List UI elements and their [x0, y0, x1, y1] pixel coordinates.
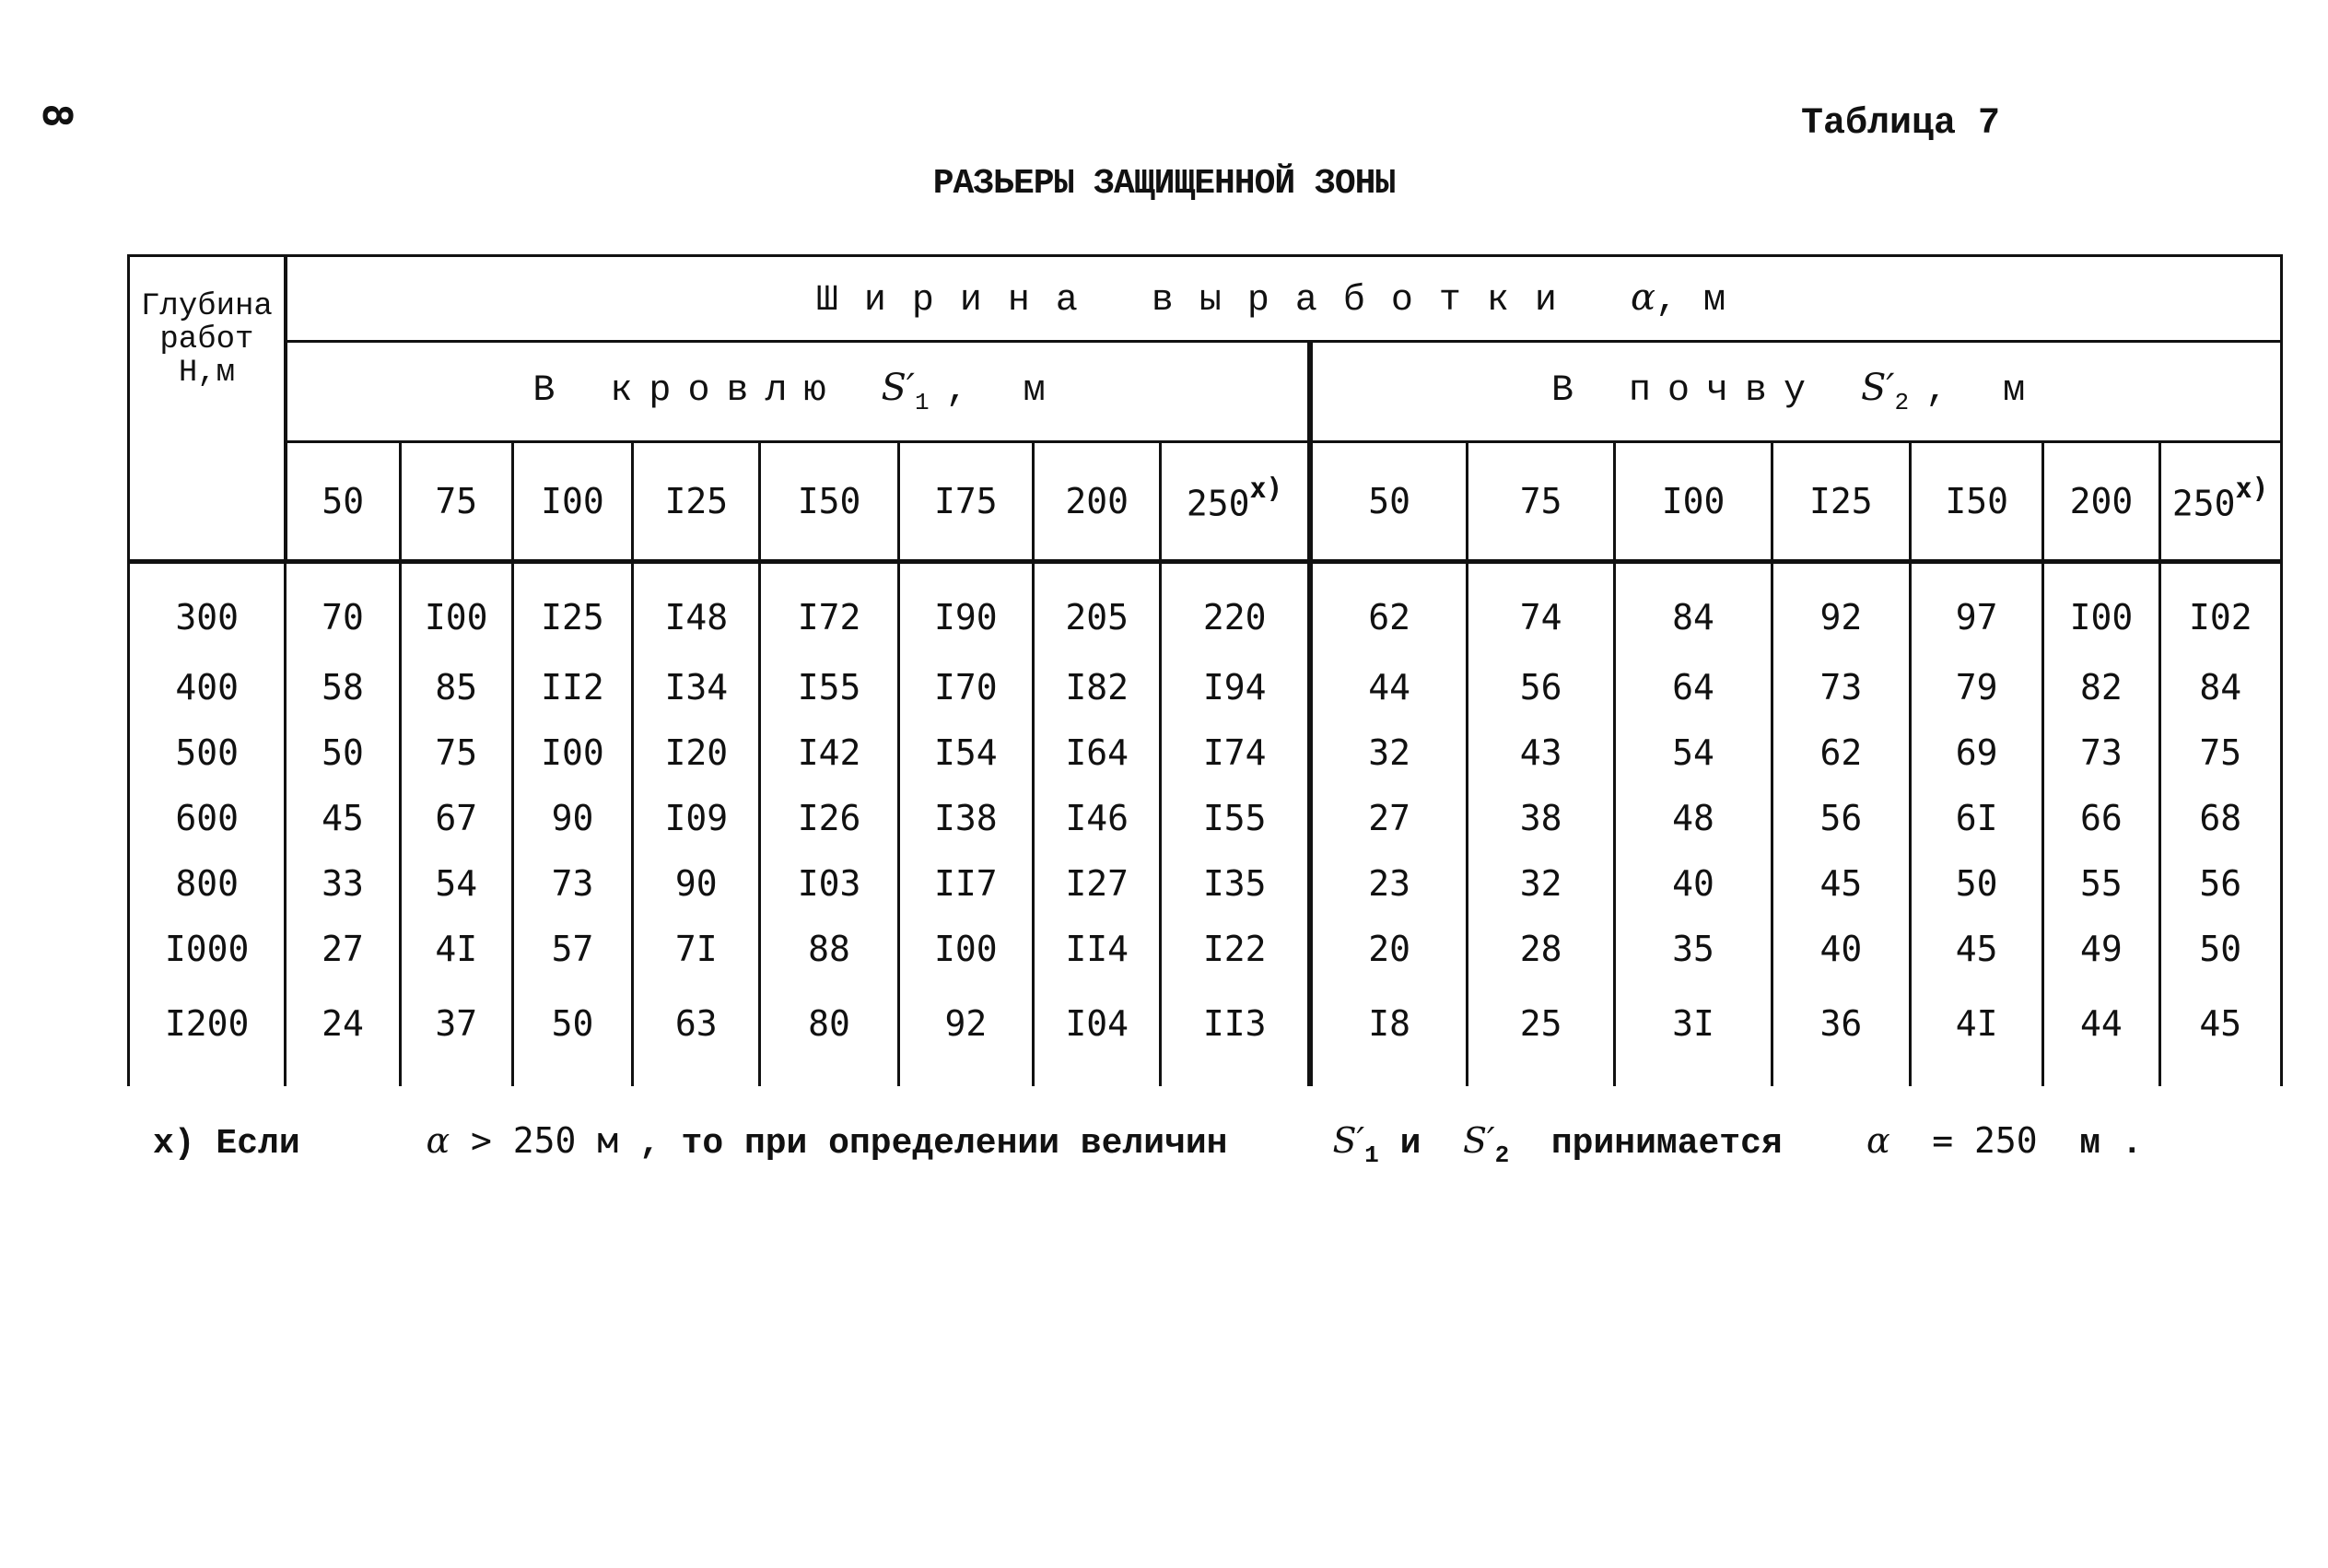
floor-value-cell: 45: [1772, 850, 1910, 916]
floor-value-cell: 84: [2159, 654, 2281, 720]
roof-col-label: 250: [1186, 483, 1250, 524]
depth-cell: I200: [129, 981, 286, 1086]
floor-value-cell: 20: [1310, 916, 1467, 981]
roof-value-cell: I74: [1161, 720, 1310, 785]
floor-col-header: [2159, 442, 2281, 562]
footnote-middle: , то при определении величин: [638, 1124, 1228, 1164]
page-number: 8: [32, 103, 80, 128]
floor-col-label: 250: [2171, 483, 2236, 524]
floor-value-cell: 44: [2043, 981, 2159, 1086]
protected-zone-table: [127, 254, 2283, 1086]
roof-value-cell: I00: [898, 916, 1033, 981]
floor-unit: , м: [1925, 370, 2042, 412]
roof-col-header: [1034, 442, 1161, 562]
footnote-unit: м .: [2079, 1124, 2143, 1164]
roof-value-cell: I00: [400, 564, 512, 654]
floor-value-cell: 48: [1615, 785, 1772, 850]
roof-value-cell: 58: [286, 654, 400, 720]
roof-footnote-mark: x): [1249, 473, 1283, 506]
roof-value-cell: I38: [898, 785, 1033, 850]
depth-cell: 400: [129, 654, 286, 720]
roof-value-cell: 45: [286, 785, 400, 850]
floor-value-cell: 50: [1911, 850, 2043, 916]
floor-value-cell: 23: [1310, 850, 1467, 916]
floor-value-cell: 73: [2043, 720, 2159, 785]
roof-value-cell: I04: [1034, 981, 1161, 1086]
roof-value-cell: 4I: [400, 916, 512, 981]
floor-subscript: 2: [1894, 389, 1926, 416]
roof-value-cell: 88: [760, 916, 898, 981]
floor-col-label: I00: [1661, 481, 1726, 521]
floor-value-cell: 92: [1772, 564, 1910, 654]
footnote-equals: = 250: [1932, 1120, 2038, 1161]
floor-footnote-mark: x): [2235, 473, 2269, 506]
floor-value-cell: 82: [2043, 654, 2159, 720]
floor-value-cell: 97: [1911, 564, 2043, 654]
footnote-prefix: x) Если: [153, 1124, 300, 1164]
roof-value-cell: I26: [760, 785, 898, 850]
footnote-alpha: α: [426, 1120, 450, 1161]
roof-col-label: I75: [934, 481, 998, 521]
roof-value-cell: II7: [898, 850, 1033, 916]
depth-cell: I000: [129, 916, 286, 981]
footnote-s2: S′: [1462, 1120, 1495, 1161]
roof-value-cell: 7I: [633, 916, 760, 981]
floor-value-cell: 3I: [1615, 981, 1772, 1086]
width-unit: ,м: [1655, 279, 1751, 322]
roof-unit: , м: [945, 370, 1062, 412]
roof-value-cell: II4: [1034, 916, 1161, 981]
roof-col-header: [512, 442, 632, 562]
floor-value-cell: 27: [1310, 785, 1467, 850]
roof-col-label: I00: [541, 481, 604, 521]
roof-value-cell: I72: [760, 564, 898, 654]
roof-col-header: [286, 442, 400, 562]
roof-value-cell: 67: [400, 785, 512, 850]
floor-col-label: 200: [2069, 481, 2134, 521]
depth-header: Глубина работ H,м: [129, 256, 286, 562]
roof-value-cell: 75: [400, 720, 512, 785]
table-row: [129, 850, 2282, 916]
floor-value-cell: 32: [1310, 720, 1467, 785]
floor-col-label: I25: [1809, 481, 1873, 521]
roof-value-cell: I20: [633, 720, 760, 785]
roof-value-cell: 220: [1161, 564, 1310, 654]
floor-value-cell: 55: [2043, 850, 2159, 916]
roof-value-cell: I09: [633, 785, 760, 850]
roof-value-cell: I34: [633, 654, 760, 720]
floor-value-cell: 25: [1468, 981, 1615, 1086]
roof-col-header: [760, 442, 898, 562]
roof-value-cell: 50: [286, 720, 400, 785]
footnote-and: и: [1399, 1124, 1421, 1164]
roof-value-cell: II3: [1161, 981, 1310, 1086]
floor-value-cell: 56: [1772, 785, 1910, 850]
roof-value-cell: 24: [286, 981, 400, 1086]
width-header: [286, 256, 2282, 342]
roof-value-cell: I22: [1161, 916, 1310, 981]
depth-cell: 800: [129, 850, 286, 916]
footnote-alpha-2: α: [1866, 1120, 1890, 1161]
floor-value-cell: 79: [1911, 654, 2043, 720]
floor-col-header: [1911, 442, 2043, 562]
floor-value-cell: 40: [1615, 850, 1772, 916]
roof-value-cell: 85: [400, 654, 512, 720]
floor-value-cell: 62: [1772, 720, 1910, 785]
roof-value-cell: 70: [286, 564, 400, 654]
roof-symbol: S′: [881, 367, 915, 409]
table-row: [129, 981, 2282, 1086]
floor-value-cell: 36: [1772, 981, 1910, 1086]
roof-col-header: [1161, 442, 1310, 562]
floor-value-cell: 62: [1310, 564, 1467, 654]
floor-col-header: [1468, 442, 1615, 562]
roof-value-cell: II2: [512, 654, 632, 720]
table-row: [129, 564, 2282, 654]
table-row: [129, 654, 2282, 720]
floor-value-cell: 38: [1468, 785, 1615, 850]
floor-value-cell: 45: [1911, 916, 2043, 981]
roof-value-cell: 54: [400, 850, 512, 916]
roof-value-cell: I25: [512, 564, 632, 654]
roof-subscript: 1: [914, 389, 946, 416]
roof-value-cell: I55: [1161, 785, 1310, 850]
floor-value-cell: 49: [2043, 916, 2159, 981]
floor-value-cell: 74: [1468, 564, 1615, 654]
floor-value-cell: 73: [1772, 654, 1910, 720]
roof-value-cell: I35: [1161, 850, 1310, 916]
roof-col-label: 50: [322, 481, 365, 521]
roof-value-cell: I46: [1034, 785, 1161, 850]
table-label: Таблица 7: [1801, 103, 2001, 145]
floor-value-cell: 32: [1468, 850, 1615, 916]
footnote-s1: S′: [1332, 1120, 1365, 1161]
roof-value-cell: 73: [512, 850, 632, 916]
roof-header-label: В кровлю: [532, 370, 843, 412]
roof-value-cell: I82: [1034, 654, 1161, 720]
roof-value-cell: 90: [512, 785, 632, 850]
roof-col-header: [400, 442, 512, 562]
floor-value-cell: 54: [1615, 720, 1772, 785]
floor-value-cell: 56: [2159, 850, 2281, 916]
floor-value-cell: 44: [1310, 654, 1467, 720]
roof-col-header: [898, 442, 1033, 562]
roof-value-cell: 90: [633, 850, 760, 916]
floor-value-cell: 75: [2159, 720, 2281, 785]
roof-value-cell: I90: [898, 564, 1033, 654]
floor-value-cell: 50: [2159, 916, 2281, 981]
roof-value-cell: I70: [898, 654, 1033, 720]
floor-col-label: 50: [1368, 481, 1410, 521]
roof-value-cell: 63: [633, 981, 760, 1086]
roof-value-cell: 205: [1034, 564, 1161, 654]
roof-value-cell: I54: [898, 720, 1033, 785]
roof-value-cell: I03: [760, 850, 898, 916]
footnote-s1-sub: 1: [1364, 1141, 1379, 1169]
floor-value-cell: 84: [1615, 564, 1772, 654]
roof-value-cell: I94: [1161, 654, 1310, 720]
floor-col-header: [1772, 442, 1910, 562]
roof-col-header: [633, 442, 760, 562]
roof-value-cell: I42: [760, 720, 898, 785]
floor-value-cell: 43: [1468, 720, 1615, 785]
floor-col-label: 75: [1519, 481, 1562, 521]
floor-value-cell: 4I: [1911, 981, 2043, 1086]
floor-value-cell: 40: [1772, 916, 1910, 981]
floor-col-header: [1310, 442, 1467, 562]
floor-value-cell: 56: [1468, 654, 1615, 720]
floor-value-cell: I8: [1310, 981, 1467, 1086]
floor-value-cell: 69: [1911, 720, 2043, 785]
floor-value-cell: I00: [2043, 564, 2159, 654]
floor-col-label: I50: [1945, 481, 2008, 521]
roof-value-cell: 50: [512, 981, 632, 1086]
depth-cell: 500: [129, 720, 286, 785]
footnote-condition: > 250 м: [470, 1120, 619, 1161]
floor-header-label: В почву: [1550, 370, 1823, 412]
floor-value-cell: 64: [1615, 654, 1772, 720]
floor-col-header: [2043, 442, 2159, 562]
roof-header: [286, 342, 1310, 442]
roof-value-cell: I48: [633, 564, 760, 654]
width-header-label: Ширина выработки: [815, 279, 1583, 322]
floor-value-cell: 28: [1468, 916, 1615, 981]
floor-col-header: [1615, 442, 1772, 562]
floor-value-cell: 6I: [1911, 785, 2043, 850]
floor-value-cell: I02: [2159, 564, 2281, 654]
floor-value-cell: 68: [2159, 785, 2281, 850]
roof-col-label: 75: [435, 481, 478, 521]
roof-value-cell: 37: [400, 981, 512, 1086]
roof-value-cell: 92: [898, 981, 1033, 1086]
footnote-s2-sub: 2: [1494, 1141, 1510, 1169]
roof-value-cell: I55: [760, 654, 898, 720]
table-title: РАЗЬЕРЫ ЗАЩИЩЕННОЙ ЗОНЫ: [932, 164, 1396, 204]
floor-header: [1310, 342, 2281, 442]
roof-value-cell: I27: [1034, 850, 1161, 916]
roof-value-cell: 80: [760, 981, 898, 1086]
floor-value-cell: 66: [2043, 785, 2159, 850]
roof-value-cell: I64: [1034, 720, 1161, 785]
depth-cell: 600: [129, 785, 286, 850]
width-symbol: α: [1630, 275, 1655, 319]
roof-col-label: I25: [664, 481, 729, 521]
roof-value-cell: 57: [512, 916, 632, 981]
floor-value-cell: 45: [2159, 981, 2281, 1086]
floor-symbol: S′: [1861, 367, 1895, 409]
roof-col-label: 200: [1065, 481, 1129, 521]
table-row: [129, 785, 2282, 850]
roof-value-cell: 27: [286, 916, 400, 981]
footnote: [153, 1120, 2143, 1169]
depth-cell: 300: [129, 564, 286, 654]
roof-value-cell: 33: [286, 850, 400, 916]
roof-value-cell: I00: [512, 720, 632, 785]
floor-value-cell: 35: [1615, 916, 1772, 981]
roof-col-label: I50: [797, 481, 861, 521]
footnote-accepted: принимается: [1550, 1124, 1783, 1164]
table-row: [129, 720, 2282, 785]
table-row: [129, 916, 2282, 981]
